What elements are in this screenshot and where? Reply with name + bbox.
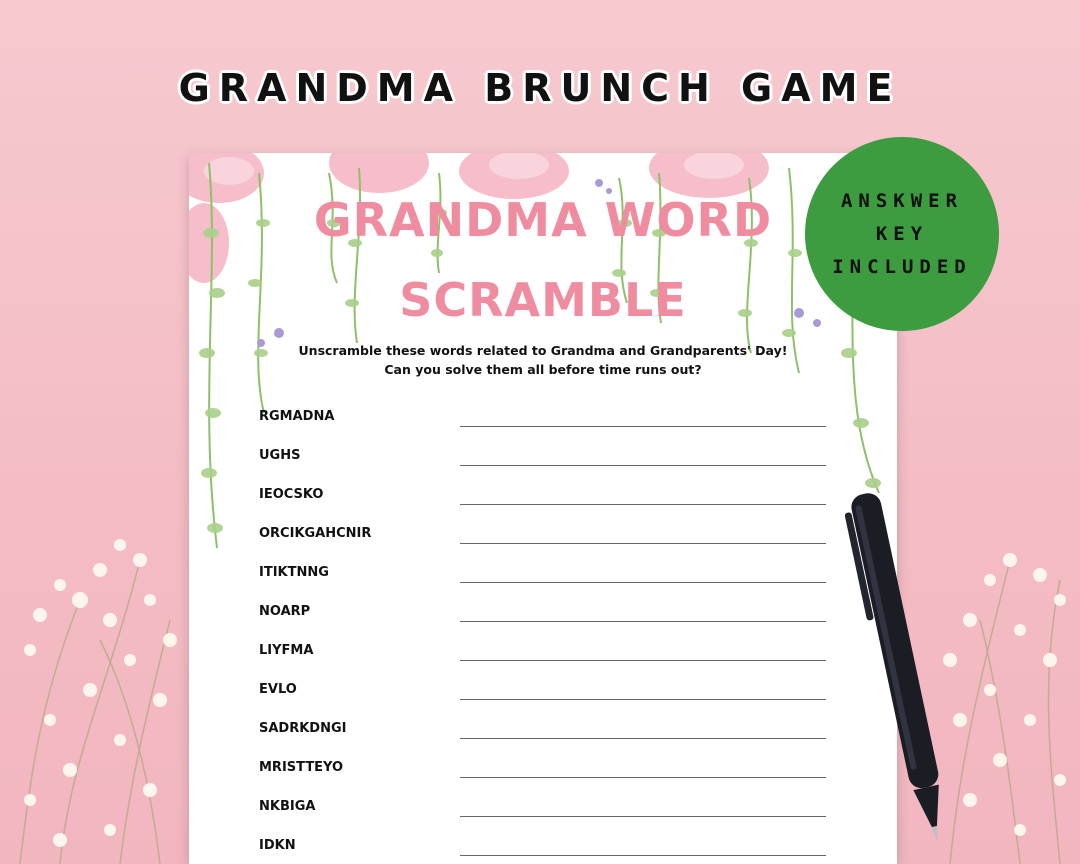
worksheet-title-line2: SCRAMBLE	[399, 273, 687, 327]
answer-line	[460, 660, 826, 661]
worksheet	[189, 153, 897, 864]
word-row	[259, 565, 827, 593]
answer-line	[460, 465, 826, 466]
badge-line3: INCLUDED	[832, 255, 972, 278]
scrambled-word: UGHS	[259, 448, 301, 463]
badge-line2: KEY	[875, 222, 929, 245]
word-row	[259, 721, 827, 749]
word-row	[259, 838, 827, 864]
scrambled-word: NOARP	[259, 604, 311, 619]
answer-line	[460, 777, 826, 778]
word-row	[259, 799, 827, 827]
scrambled-word: NKBIGA	[259, 799, 316, 814]
scrambled-word: MRISTTEYO	[259, 760, 344, 775]
word-row	[259, 760, 827, 788]
instruction-line2: Can you solve them all before time runs out?	[384, 362, 702, 377]
scrambled-word: ITIKTNNG	[259, 565, 329, 580]
scrambled-word: SADRKDNGI	[259, 721, 347, 736]
word-row	[259, 604, 827, 632]
answer-line	[460, 855, 826, 856]
answer-line	[460, 504, 826, 505]
answer-line	[460, 738, 826, 739]
answer-key-badge	[805, 137, 999, 331]
word-row	[259, 409, 827, 437]
word-row	[259, 526, 827, 554]
answer-line	[460, 426, 826, 427]
answer-line	[460, 621, 826, 622]
banner-title: GRANDMA BRUNCH GAME	[178, 66, 902, 110]
answer-line	[460, 816, 826, 817]
badge-line1: ANSKWER	[840, 189, 964, 212]
scrambled-word: LIYFMA	[259, 643, 314, 658]
worksheet-title-line1: GRANDMA WORD	[313, 193, 773, 247]
scrambled-word: IDKN	[259, 838, 296, 853]
scrambled-word: ORCIKGAHCNIR	[259, 526, 372, 541]
word-row	[259, 487, 827, 515]
answer-line	[460, 699, 826, 700]
scrambled-word: EVLO	[259, 682, 297, 697]
scrambled-word: IEOCSKO	[259, 487, 324, 502]
scrambled-word: RGMADNA	[259, 409, 335, 424]
word-row	[259, 448, 827, 476]
answer-line	[460, 543, 826, 544]
word-row	[259, 643, 827, 671]
word-row	[259, 682, 827, 710]
instruction-line1: Unscramble these words related to Grandma and Grandparents' Day!	[298, 343, 788, 358]
answer-line	[460, 582, 826, 583]
